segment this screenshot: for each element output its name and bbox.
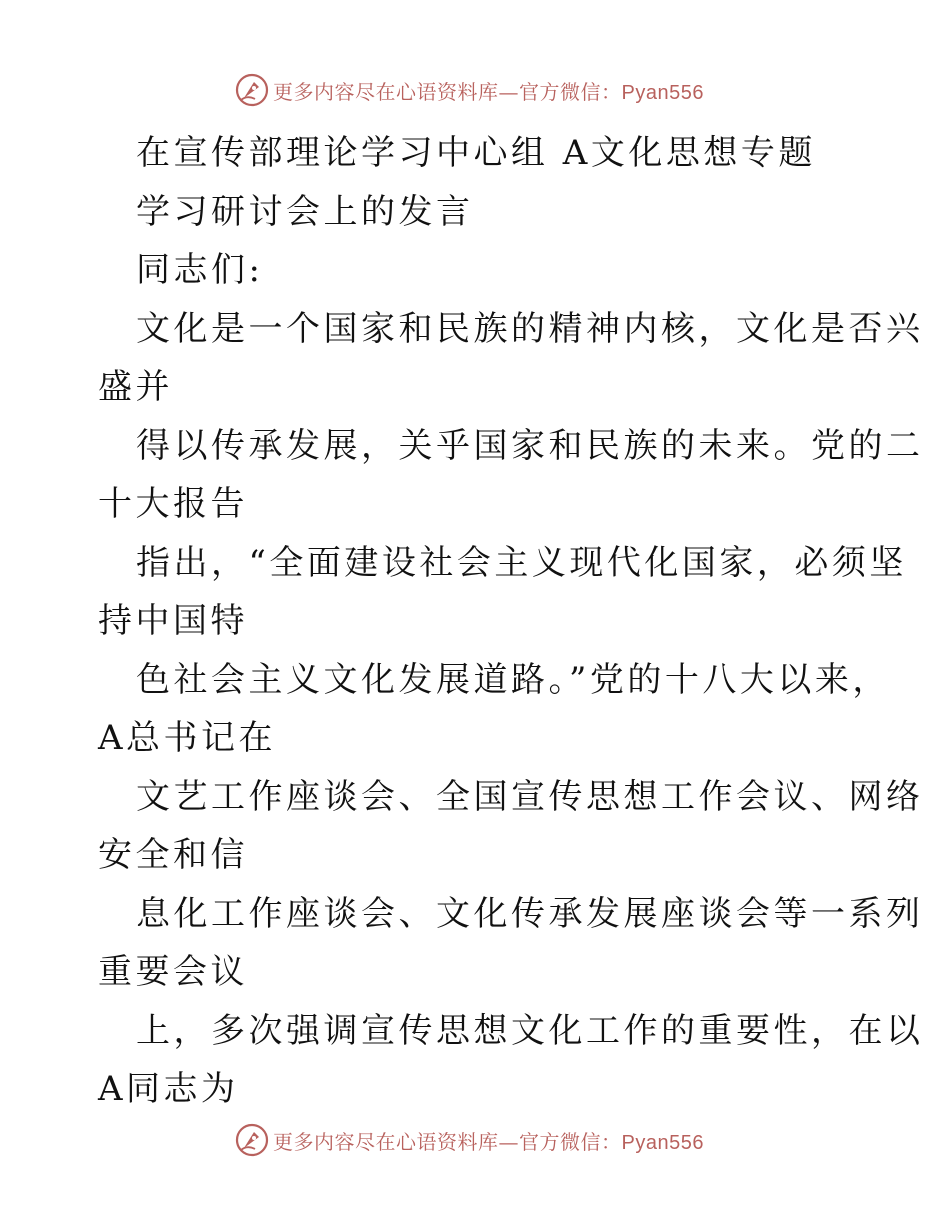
document-body — [98, 124, 924, 1119]
footer-watermark — [235, 1122, 704, 1158]
document-line: A同志为 — [98, 1069, 239, 1109]
document-line: 持中国特 — [98, 601, 248, 641]
document-line: 文艺工作座谈会、全国宣传思想工作会议、网络 — [136, 776, 924, 817]
document-line: 重要会议 — [98, 952, 248, 992]
document-line: 指出，“全面建设社会主义现代化国家，必须坚 — [136, 542, 907, 583]
document-line: 色社会主义文化发展道路。”党的十八大以来， — [136, 659, 890, 700]
document-line: 学习研讨会上的发言 — [136, 191, 474, 232]
header-watermark — [235, 72, 704, 108]
document-line: 盛并 — [98, 367, 173, 407]
pen-nib-logo-icon — [235, 1123, 269, 1157]
document-line: 得以传承发展，关乎国家和民族的未来。党的二 — [136, 425, 924, 466]
document-line: 安全和信 — [98, 835, 248, 875]
watermark-text: 更多内容尽在心语资料库—官方微信：Pyan556 — [273, 79, 704, 104]
document-line: 文化是一个国家和民族的精神内核，文化是否兴 — [136, 308, 924, 349]
document-line: A总书记在 — [98, 718, 277, 758]
watermark-text: 更多内容尽在心语资料库—官方微信：Pyan556 — [273, 1129, 704, 1154]
document-line: 同志们: — [136, 250, 264, 290]
watermark-wechat-id: Pyan556 — [621, 81, 704, 104]
document-line: 息化工作座谈会、文化传承发展座谈会等一系列 — [136, 893, 924, 934]
watermark-wechat-id: Pyan556 — [621, 1131, 704, 1154]
document-line: 上，多次强调宣传思想文化工作的重要性，在以 — [136, 1010, 924, 1051]
pen-nib-logo-icon — [235, 73, 269, 107]
document-line: 十大报告 — [98, 484, 248, 524]
document-line: 在宣传部理论学习中心组 A文化思想专题 — [136, 133, 816, 173]
